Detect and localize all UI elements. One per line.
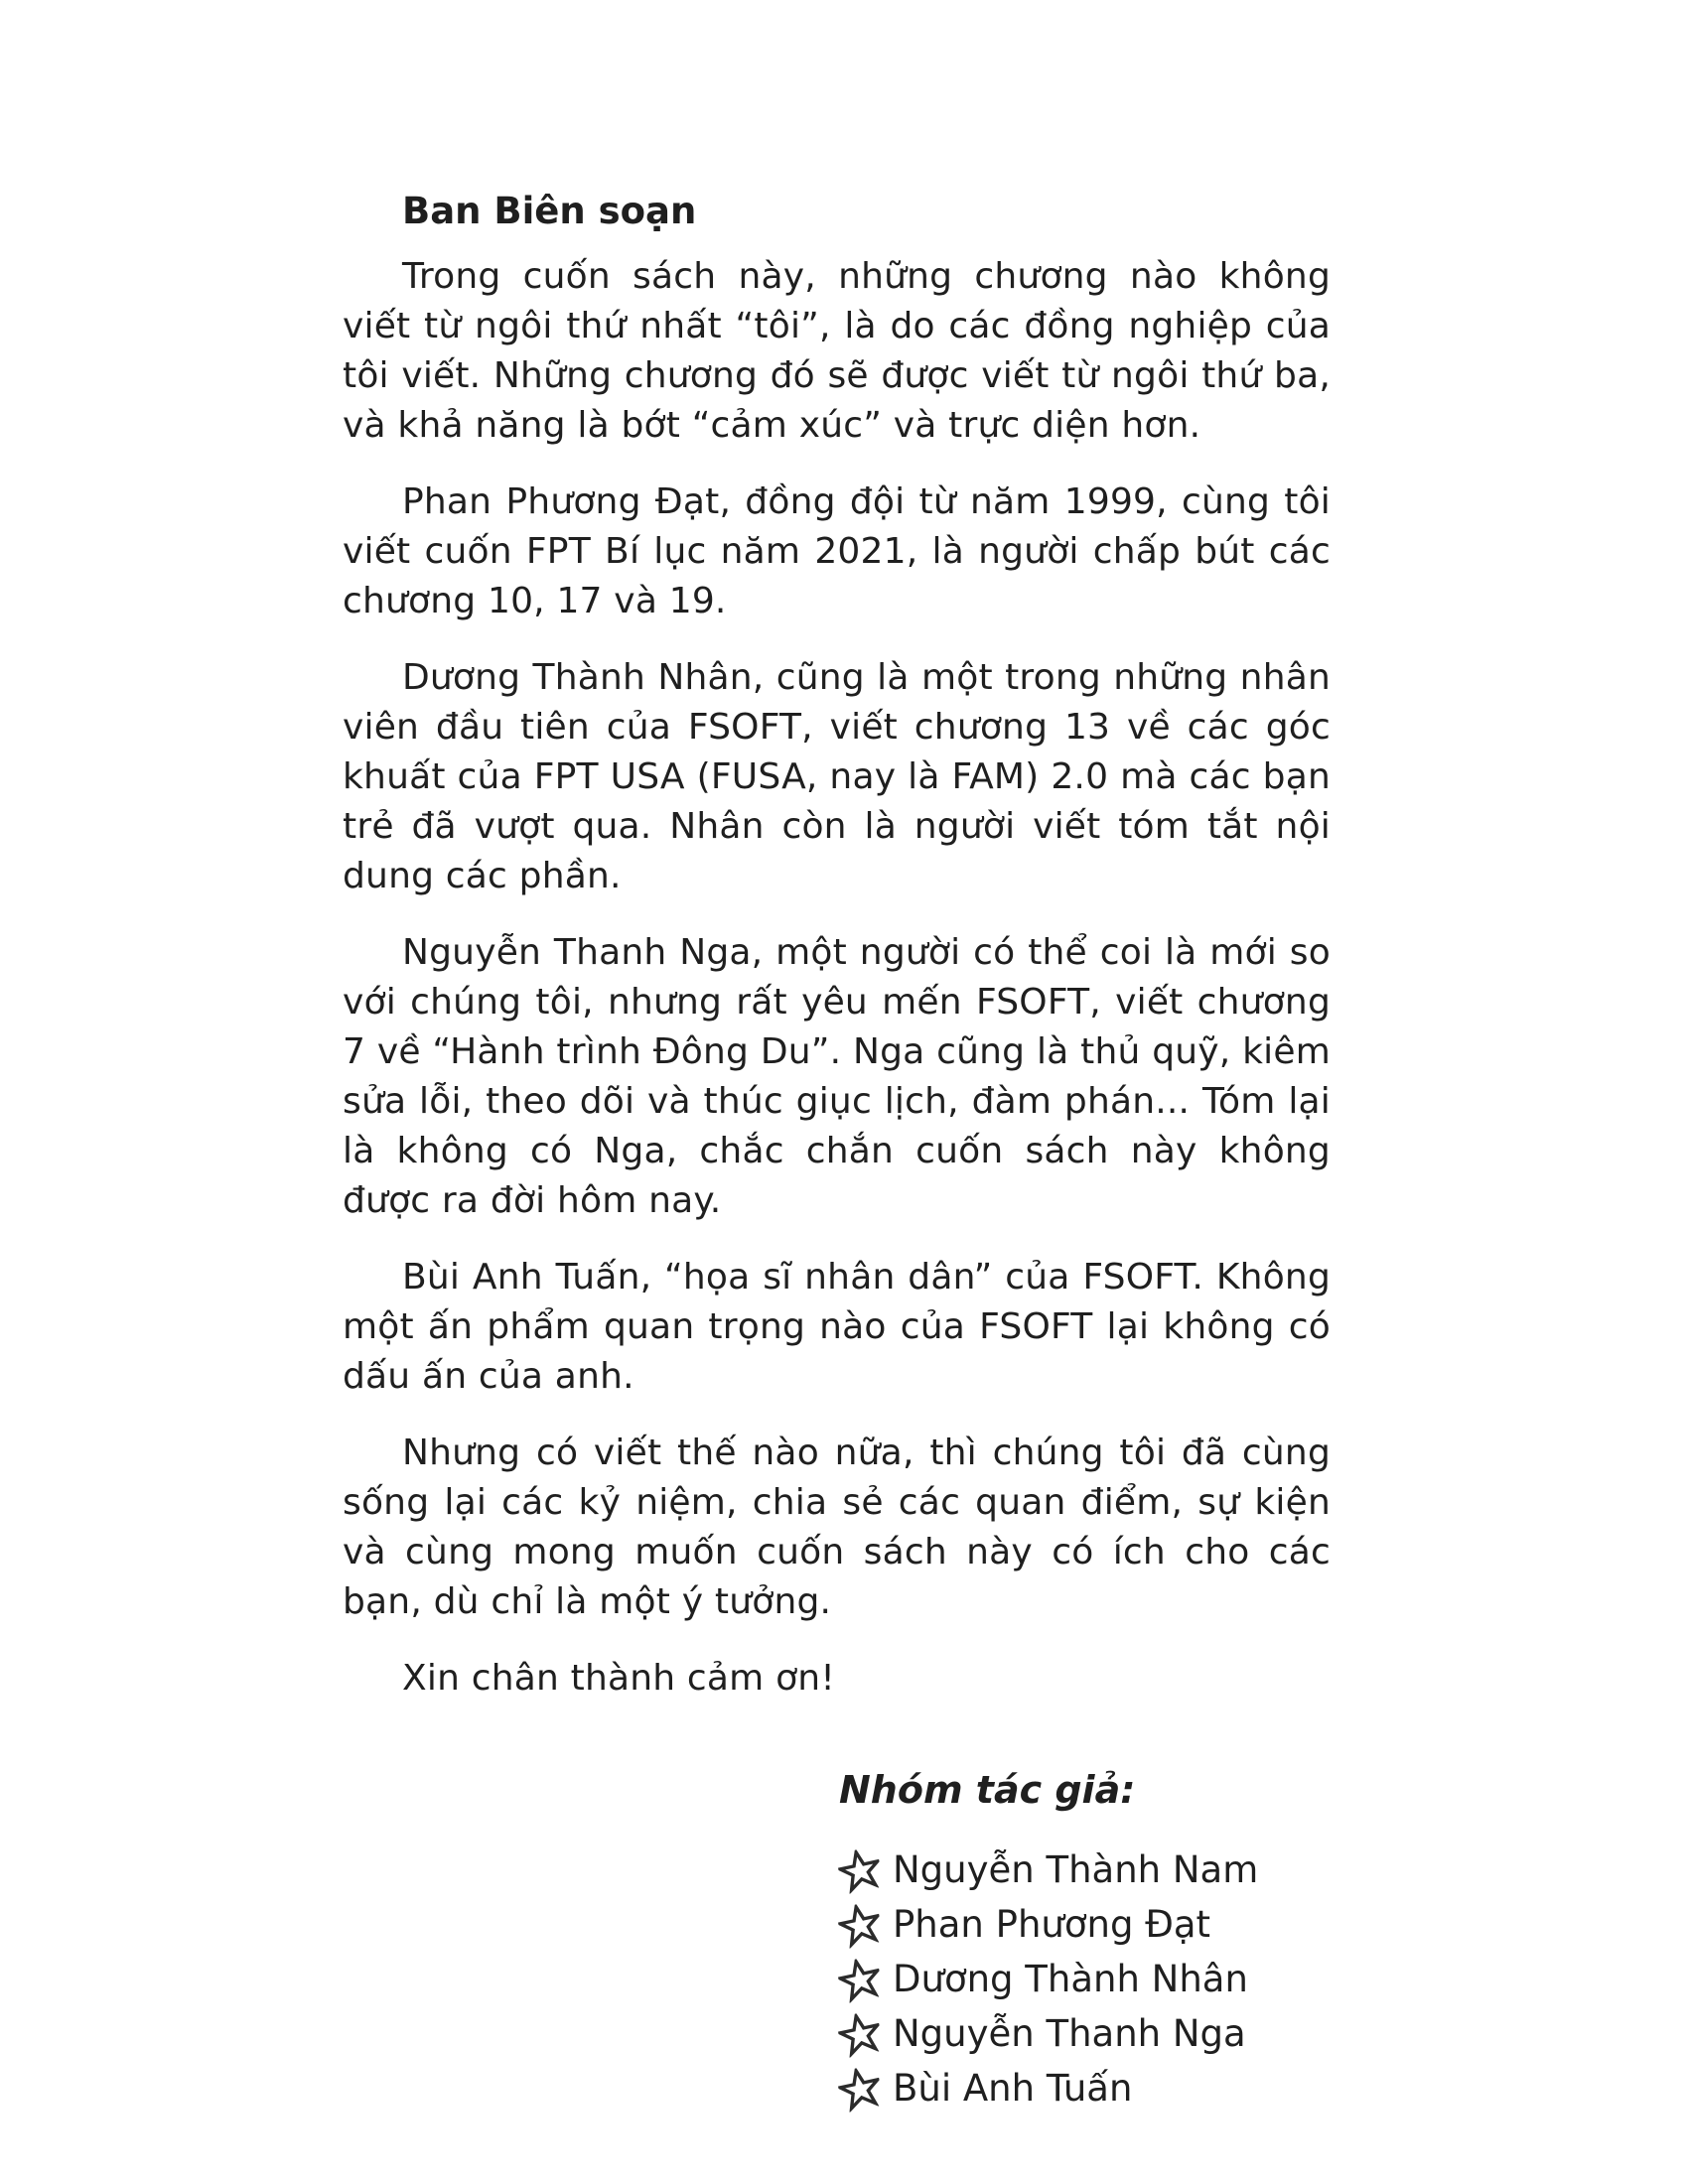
paragraph-intro: Trong cuốn sách này, những chương nào không viết từ ngôi thứ nhất “tôi”, là do các đồng nghiệp của tôi viết. Những chương đó sẽ được viết từ ngôi thứ ba, và khả năng là bớt “cảm xúc” và trực diện hơn. (343, 256, 1331, 446)
paragraph-duong-thanh-nhan: Dương Thành Nhân, cũng là một trong những nhân viên đầu tiên của FSOFT, viết chương 13 về các góc khuất của FPT USA (FUSA, nay là FAM) 2.0 mà các bạn trẻ đã vượt qua. Nhân còn là người viết tóm tắt nội dung các phần. (343, 657, 1331, 896)
authors-heading: Nhóm tác giả: (839, 1768, 1136, 1812)
star-icon (835, 2064, 885, 2114)
star-icon (835, 1900, 885, 1950)
author-name: Nguyễn Thanh Nga (893, 2012, 1246, 2055)
paragraph-thanks: Xin chân thành cảm ơn! (402, 1658, 835, 1699)
author-name: Bùi Anh Tuấn (893, 2067, 1133, 2110)
author-name: Nguyễn Thành Nam (893, 1848, 1259, 1891)
author-name: Dương Thành Nhân (893, 1958, 1248, 2000)
authors-section (839, 1765, 1331, 2116)
paragraph-nguyen-thanh-nga: Nguyễn Thanh Nga, một người có thể coi là mới so với chúng tôi, nhưng rất yêu mến FSOFT, viết chương 7 về “Hành trình Đông Du”. Nga cũng là thủ quỹ, kiêm sửa lỗi, theo dõi và thúc giục lịch, đàm phán... Tóm lại là không có Nga, chắc chắn cuốn sách này không được ra đời hôm nay. (343, 932, 1331, 1221)
star-icon (835, 1955, 885, 2004)
list-item (839, 1843, 1331, 1897)
section-heading: Ban Biên soạn (402, 190, 697, 232)
paragraph-closing: Nhưng có viết thế nào nữa, thì chúng tôi đã cùng sống lại các kỷ niệm, chia sẻ các quan điểm, sự kiện và cùng mong muốn cuốn sách này có ích cho các bạn, dù chỉ là một ý tưởng. (343, 1433, 1331, 1622)
page-content (343, 187, 1331, 2116)
star-icon (835, 1845, 885, 1895)
list-item (839, 1897, 1331, 1952)
paragraph-bui-anh-tuan: Bùi Anh Tuấn, “họa sĩ nhân dân” của FSOFT. Không một ấn phẩm quan trọng nào của FSOFT lại không có dấu ấn của anh. (343, 1257, 1331, 1397)
list-item (839, 1952, 1331, 2006)
list-item (839, 2061, 1331, 2116)
author-name: Phan Phương Đạt (893, 1903, 1211, 1946)
star-icon (835, 2009, 885, 2059)
list-item (839, 2006, 1331, 2061)
paragraph-phan-phuong-dat: Phan Phương Đạt, đồng đội từ năm 1999, cùng tôi viết cuốn FPT Bí lục năm 2021, là người chấp bút các chương 10, 17 và 19. (343, 481, 1331, 621)
